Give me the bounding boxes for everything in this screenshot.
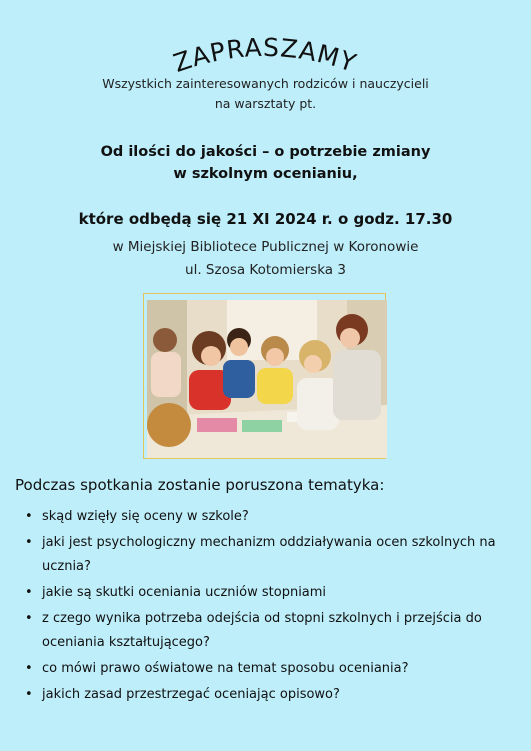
topic-text: z czego wynika potrzeba odejścia od stopni szkolnych i przejścia do [42,611,482,626]
bullet-icon: • [25,585,33,600]
topics-list [20,505,520,709]
list-item [20,581,520,605]
classroom-photo [147,300,387,458]
topics-heading: Podczas spotkania zostanie poruszona tematyka: [15,476,385,494]
venue-line-1: w Miejskiej Bibliotece Publicznej w Koronowie [112,239,419,255]
bullet-icon: • [25,611,33,626]
list-item [20,607,520,655]
workshop-title [0,141,531,185]
topic-text: jakie są skutki oceniania uczniów stopniami [42,585,327,600]
list-item [20,531,520,579]
workshop-venue [0,236,531,282]
title-line-1: Od ilości do jakości – o potrzebie zmiany [100,144,431,160]
topic-text-continued: oceniania kształtującego? [42,635,210,650]
topic-text: skąd wzięły się oceny w szkole? [42,509,249,524]
intro-line-1: Wszystkich zainteresowanych rodziców i nauczycieli [102,76,429,91]
bullet-icon: • [25,661,33,676]
list-item [20,657,520,681]
bullet-icon: • [25,509,33,524]
intro-text [0,74,531,114]
bullet-icon: • [25,535,33,550]
bullet-icon: • [25,687,33,702]
topic-text-continued: ucznia? [42,559,91,574]
heading-text: ZAPRASZAMY [169,32,361,78]
venue-line-2: ul. Szosa Kotomierska 3 [185,262,346,278]
list-item [20,505,520,529]
title-line-2: w szkolnym ocenianiu, [173,166,358,182]
workshop-date: które odbędą się 21 XI 2024 r. o godz. 17.30 [78,210,453,228]
intro-line-2: na warsztaty pt. [214,96,317,111]
topic-text: jaki jest psychologiczny mechanizm oddziaływania ocen szkolnych na [42,535,496,550]
topic-text: co mówi prawo oświatowe na temat sposobu oceniania? [42,661,409,676]
topic-text: jakich zasad przestrzegać oceniając opisowo? [42,687,340,702]
list-item [20,683,520,707]
